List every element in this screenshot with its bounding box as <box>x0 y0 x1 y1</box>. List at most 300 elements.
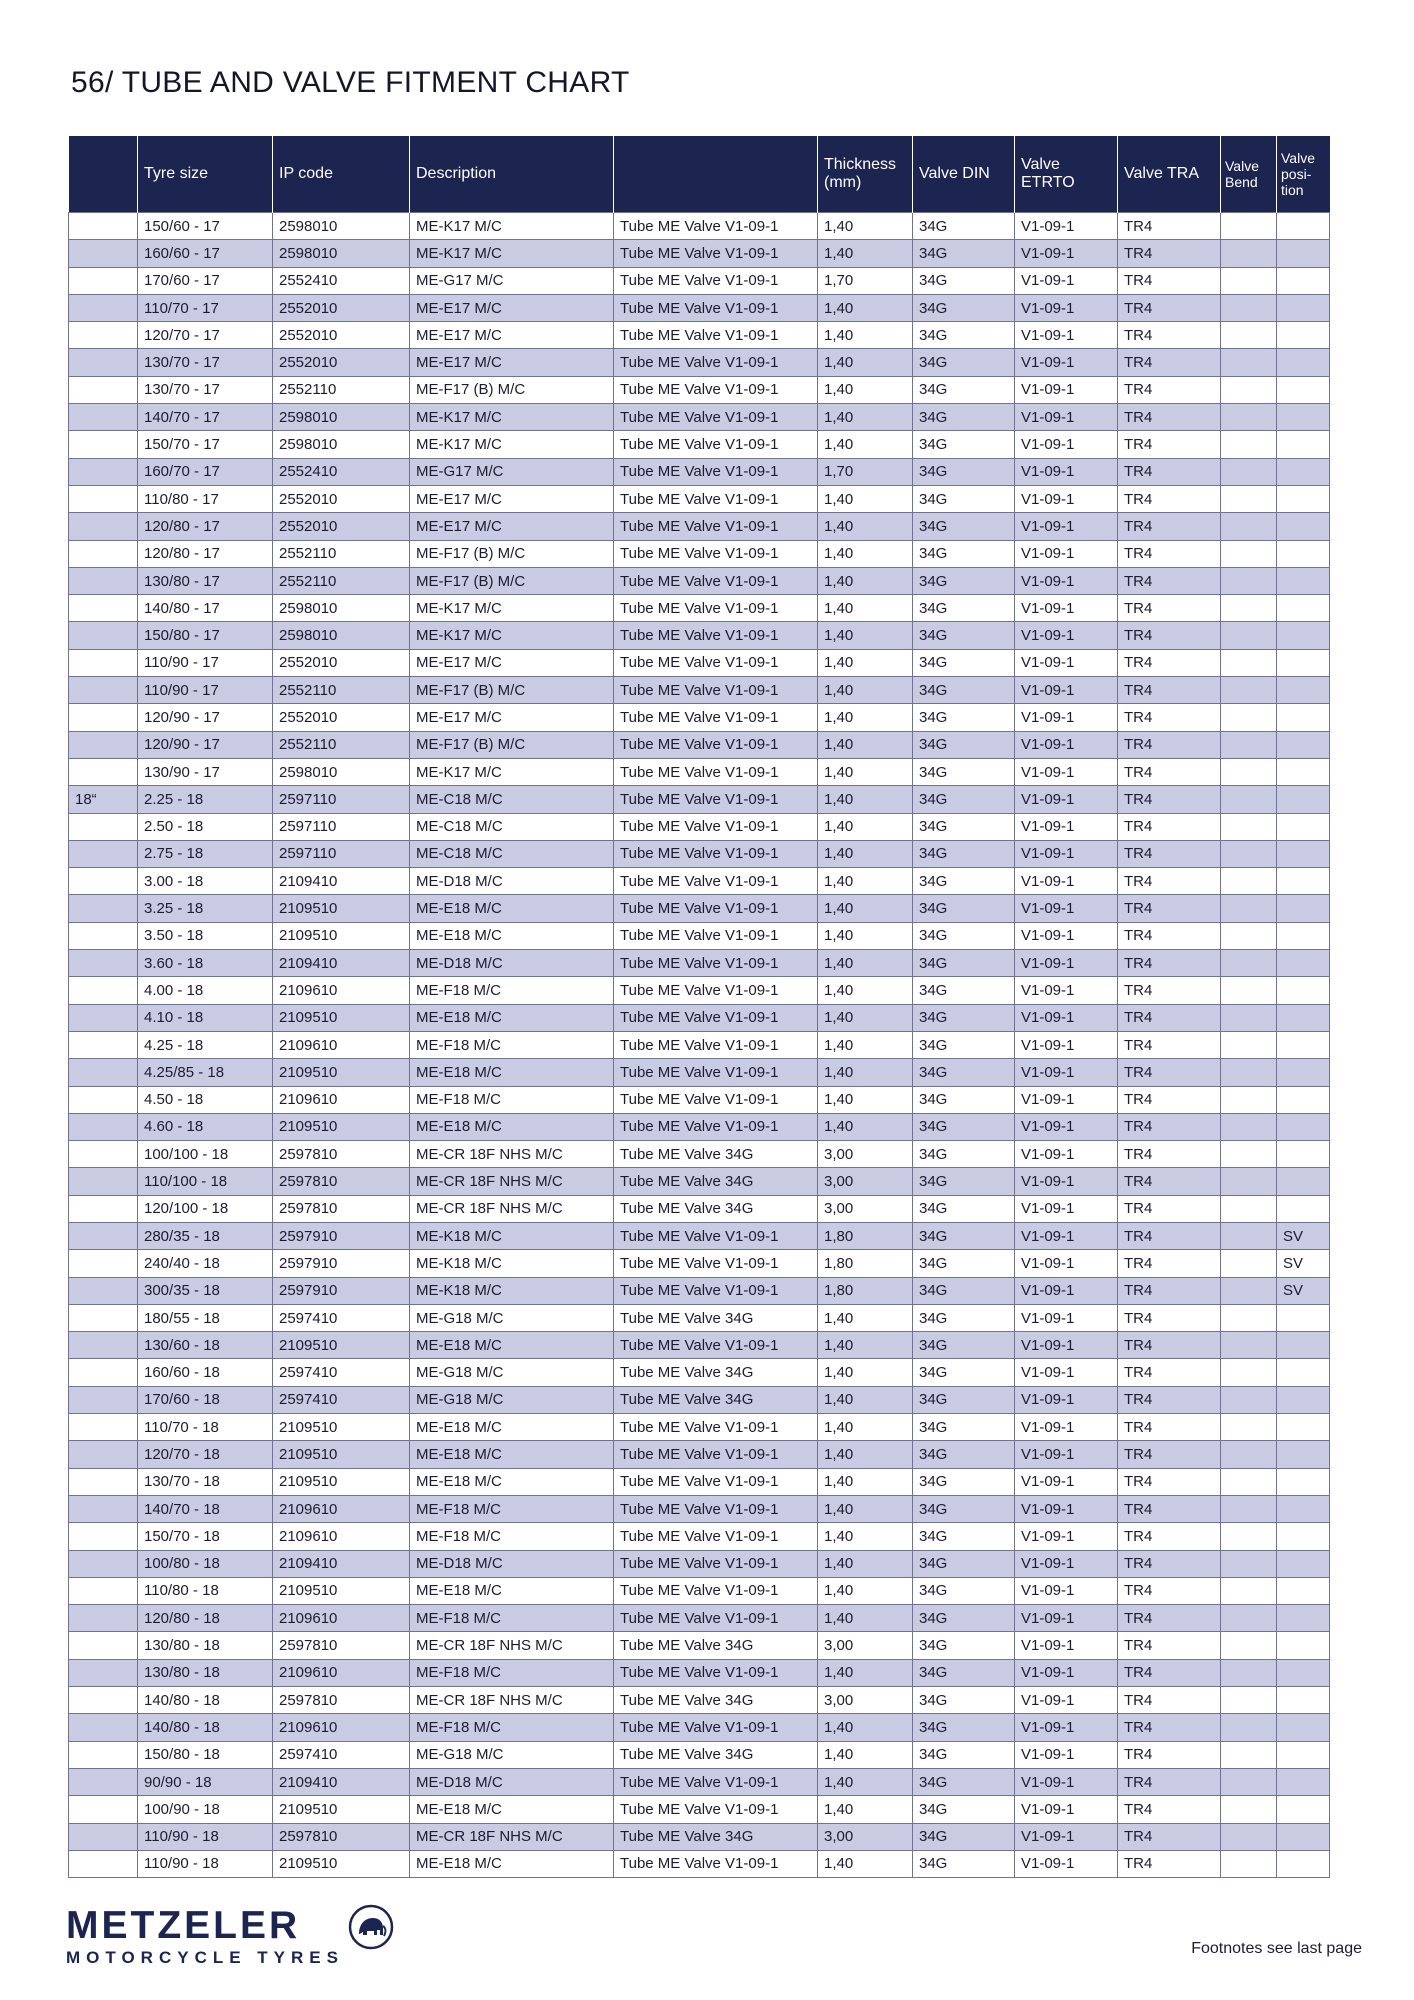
cell-valve-etrto: V1-09-1 <box>1015 1523 1118 1550</box>
cell-valve-din: 34G <box>913 1741 1015 1768</box>
table-row <box>69 1386 1330 1413</box>
cell-valve-bend <box>1221 731 1277 758</box>
cell-valve-bend <box>1221 1277 1277 1304</box>
cell-valve-position <box>1277 322 1330 349</box>
cell-valve-din: 34G <box>913 1687 1015 1714</box>
cell-valve-tra: TR4 <box>1118 1687 1221 1714</box>
cell-description: ME-F18 M/C <box>410 1714 614 1741</box>
table-row <box>69 1195 1330 1222</box>
cell-valve-position <box>1277 1386 1330 1413</box>
cell-size-group <box>69 1304 138 1331</box>
cell-thickness: 1,40 <box>818 840 913 867</box>
cell-description: ME-CR 18F NHS M/C <box>410 1141 614 1168</box>
cell-tube: Tube ME Valve V1-09-1 <box>614 731 818 758</box>
cell-tube: Tube ME Valve V1-09-1 <box>614 595 818 622</box>
cell-size-group <box>69 731 138 758</box>
cell-thickness: 1,40 <box>818 513 913 540</box>
cell-thickness: 1,40 <box>818 1414 913 1441</box>
cell-valve-tra: TR4 <box>1118 1059 1221 1086</box>
cell-tube: Tube ME Valve V1-09-1 <box>614 1850 818 1877</box>
cell-tyre-size: 130/80 - 18 <box>138 1659 273 1686</box>
cell-valve-din: 34G <box>913 840 1015 867</box>
cell-valve-tra: TR4 <box>1118 868 1221 895</box>
cell-tube: Tube ME Valve V1-09-1 <box>614 349 818 376</box>
cell-valve-bend <box>1221 349 1277 376</box>
cell-thickness: 3,00 <box>818 1823 913 1850</box>
cell-valve-tra: TR4 <box>1118 1823 1221 1850</box>
cell-size-group <box>69 895 138 922</box>
cell-tube: Tube ME Valve V1-09-1 <box>614 1523 818 1550</box>
cell-tube: Tube ME Valve V1-09-1 <box>614 431 818 458</box>
cell-valve-etrto: V1-09-1 <box>1015 1086 1118 1113</box>
cell-size-group <box>69 1768 138 1795</box>
table-row <box>69 758 1330 785</box>
cell-description: ME-CR 18F NHS M/C <box>410 1632 614 1659</box>
cell-tube: Tube ME Valve V1-09-1 <box>614 950 818 977</box>
cell-tube: Tube ME Valve V1-09-1 <box>614 649 818 676</box>
cell-thickness: 1,40 <box>818 1359 913 1386</box>
cell-valve-tra: TR4 <box>1118 786 1221 813</box>
cell-valve-din: 34G <box>913 1304 1015 1331</box>
cell-tube: Tube ME Valve 34G <box>614 1195 818 1222</box>
cell-tube: Tube ME Valve 34G <box>614 1823 818 1850</box>
cell-tyre-size: 3.50 - 18 <box>138 922 273 949</box>
cell-thickness: 1,40 <box>818 622 913 649</box>
cell-tube: Tube ME Valve V1-09-1 <box>614 758 818 785</box>
cell-size-group <box>69 1823 138 1850</box>
table-row <box>69 1414 1330 1441</box>
cell-valve-etrto: V1-09-1 <box>1015 922 1118 949</box>
cell-valve-position <box>1277 595 1330 622</box>
cell-valve-etrto: V1-09-1 <box>1015 758 1118 785</box>
cell-valve-bend <box>1221 1414 1277 1441</box>
cell-valve-din: 34G <box>913 786 1015 813</box>
cell-ip-code: 2109410 <box>273 868 410 895</box>
cell-description: ME-C18 M/C <box>410 813 614 840</box>
cell-valve-position: SV <box>1277 1250 1330 1277</box>
cell-thickness: 1,40 <box>818 922 913 949</box>
cell-size-group <box>69 868 138 895</box>
cell-valve-etrto: V1-09-1 <box>1015 677 1118 704</box>
table-row <box>69 649 1330 676</box>
cell-valve-tra: TR4 <box>1118 1086 1221 1113</box>
cell-valve-position <box>1277 1523 1330 1550</box>
cell-valve-tra: TR4 <box>1118 1605 1221 1632</box>
cell-valve-bend <box>1221 1659 1277 1686</box>
cell-valve-position <box>1277 1605 1330 1632</box>
cell-valve-etrto: V1-09-1 <box>1015 485 1118 512</box>
cell-valve-etrto: V1-09-1 <box>1015 1659 1118 1686</box>
cell-size-group <box>69 322 138 349</box>
cell-valve-etrto: V1-09-1 <box>1015 1550 1118 1577</box>
cell-thickness: 1,70 <box>818 267 913 294</box>
table-row <box>69 840 1330 867</box>
table-row <box>69 895 1330 922</box>
cell-size-group <box>69 1605 138 1632</box>
cell-description: ME-CR 18F NHS M/C <box>410 1687 614 1714</box>
cell-description: ME-CR 18F NHS M/C <box>410 1168 614 1195</box>
cell-valve-position <box>1277 1195 1330 1222</box>
table-row <box>69 1113 1330 1140</box>
cell-tyre-size: 130/60 - 18 <box>138 1332 273 1359</box>
table-header-row <box>69 136 1330 213</box>
cell-valve-din: 34G <box>913 376 1015 403</box>
cell-valve-position <box>1277 1086 1330 1113</box>
cell-valve-tra: TR4 <box>1118 1277 1221 1304</box>
cell-valve-etrto: V1-09-1 <box>1015 1468 1118 1495</box>
table-row <box>69 1277 1330 1304</box>
cell-thickness: 3,00 <box>818 1195 913 1222</box>
cell-valve-etrto: V1-09-1 <box>1015 977 1118 1004</box>
cell-tyre-size: 120/100 - 18 <box>138 1195 273 1222</box>
cell-tyre-size: 3.60 - 18 <box>138 950 273 977</box>
cell-valve-din: 34G <box>913 1059 1015 1086</box>
cell-valve-position <box>1277 349 1330 376</box>
cell-valve-tra: TR4 <box>1118 1332 1221 1359</box>
cell-tube: Tube ME Valve V1-09-1 <box>614 267 818 294</box>
cell-valve-tra: TR4 <box>1118 758 1221 785</box>
cell-valve-position <box>1277 1550 1330 1577</box>
cell-tyre-size: 280/35 - 18 <box>138 1222 273 1249</box>
table-row <box>69 267 1330 294</box>
cell-tyre-size: 150/70 - 17 <box>138 431 273 458</box>
cell-tube: Tube ME Valve V1-09-1 <box>614 813 818 840</box>
cell-tyre-size: 150/70 - 18 <box>138 1523 273 1550</box>
cell-valve-bend <box>1221 1468 1277 1495</box>
cell-valve-din: 34G <box>913 649 1015 676</box>
cell-size-group <box>69 1386 138 1413</box>
col-header-valve-position: Valve posi- tion <box>1277 136 1330 213</box>
cell-valve-tra: TR4 <box>1118 1796 1221 1823</box>
cell-valve-etrto: V1-09-1 <box>1015 622 1118 649</box>
cell-tyre-size: 120/80 - 17 <box>138 513 273 540</box>
table-row <box>69 213 1330 240</box>
cell-valve-position <box>1277 950 1330 977</box>
cell-tube: Tube ME Valve V1-09-1 <box>614 1031 818 1058</box>
table-row <box>69 1796 1330 1823</box>
cell-tyre-size: 130/70 - 18 <box>138 1468 273 1495</box>
cell-thickness: 1,40 <box>818 895 913 922</box>
cell-valve-position <box>1277 213 1330 240</box>
cell-valve-tra: TR4 <box>1118 1741 1221 1768</box>
cell-valve-bend <box>1221 1577 1277 1604</box>
cell-valve-position <box>1277 786 1330 813</box>
table-row <box>69 1495 1330 1522</box>
cell-tyre-size: 110/80 - 17 <box>138 485 273 512</box>
cell-size-group <box>69 376 138 403</box>
cell-ip-code: 2597410 <box>273 1386 410 1413</box>
cell-valve-din: 34G <box>913 1414 1015 1441</box>
cell-valve-tra: TR4 <box>1118 1250 1221 1277</box>
cell-description: ME-C18 M/C <box>410 840 614 867</box>
cell-description: ME-K17 M/C <box>410 431 614 458</box>
cell-ip-code: 2109510 <box>273 1850 410 1877</box>
cell-valve-etrto: V1-09-1 <box>1015 1823 1118 1850</box>
cell-ip-code: 2109610 <box>273 1659 410 1686</box>
cell-tube: Tube ME Valve V1-09-1 <box>614 1495 818 1522</box>
cell-valve-bend <box>1221 431 1277 458</box>
cell-size-group <box>69 1441 138 1468</box>
table-row <box>69 1031 1330 1058</box>
table-row <box>69 704 1330 731</box>
cell-tyre-size: 110/90 - 17 <box>138 649 273 676</box>
brand-name: METZELER <box>66 1904 301 1947</box>
cell-valve-tra: TR4 <box>1118 1632 1221 1659</box>
cell-valve-din: 34G <box>913 1632 1015 1659</box>
cell-valve-bend <box>1221 1714 1277 1741</box>
cell-valve-bend <box>1221 1796 1277 1823</box>
cell-size-group <box>69 950 138 977</box>
cell-valve-etrto: V1-09-1 <box>1015 431 1118 458</box>
cell-tube: Tube ME Valve V1-09-1 <box>614 1768 818 1795</box>
cell-ip-code: 2109510 <box>273 1059 410 1086</box>
cell-valve-din: 34G <box>913 1659 1015 1686</box>
cell-valve-etrto: V1-09-1 <box>1015 595 1118 622</box>
col-header-ip-code: IP code <box>273 136 410 213</box>
cell-description: ME-F18 M/C <box>410 1031 614 1058</box>
cell-tube: Tube ME Valve V1-09-1 <box>614 840 818 867</box>
cell-valve-tra: TR4 <box>1118 349 1221 376</box>
cell-description: ME-E17 M/C <box>410 485 614 512</box>
cell-description: ME-G18 M/C <box>410 1386 614 1413</box>
cell-valve-position <box>1277 731 1330 758</box>
cell-tube: Tube ME Valve V1-09-1 <box>614 704 818 731</box>
cell-valve-etrto: V1-09-1 <box>1015 704 1118 731</box>
cell-valve-position <box>1277 1796 1330 1823</box>
cell-valve-tra: TR4 <box>1118 840 1221 867</box>
cell-ip-code: 2109610 <box>273 1086 410 1113</box>
cell-ip-code: 2109510 <box>273 922 410 949</box>
cell-size-group <box>69 431 138 458</box>
cell-valve-etrto: V1-09-1 <box>1015 1687 1118 1714</box>
cell-ip-code: 2598010 <box>273 213 410 240</box>
cell-thickness: 1,40 <box>818 1850 913 1877</box>
fitment-table <box>68 136 1330 1878</box>
page-title: 56/ TUBE AND VALVE FITMENT CHART <box>71 66 630 99</box>
table-row <box>69 595 1330 622</box>
cell-valve-etrto: V1-09-1 <box>1015 731 1118 758</box>
cell-valve-bend <box>1221 1168 1277 1195</box>
cell-valve-position <box>1277 1359 1330 1386</box>
cell-valve-bend <box>1221 1768 1277 1795</box>
table-row <box>69 1141 1330 1168</box>
cell-tube: Tube ME Valve V1-09-1 <box>614 1714 818 1741</box>
cell-valve-etrto: V1-09-1 <box>1015 458 1118 485</box>
cell-size-group <box>69 1031 138 1058</box>
cell-tube: Tube ME Valve 34G <box>614 1632 818 1659</box>
cell-tube: Tube ME Valve V1-09-1 <box>614 322 818 349</box>
cell-tube: Tube ME Valve V1-09-1 <box>614 1250 818 1277</box>
cell-valve-bend <box>1221 977 1277 1004</box>
table-row <box>69 1659 1330 1686</box>
cell-valve-bend <box>1221 240 1277 267</box>
cell-tyre-size: 140/70 - 17 <box>138 404 273 431</box>
cell-size-group <box>69 1659 138 1686</box>
table-row <box>69 1823 1330 1850</box>
cell-valve-etrto: V1-09-1 <box>1015 1605 1118 1632</box>
cell-thickness: 1,80 <box>818 1277 913 1304</box>
cell-tyre-size: 2.75 - 18 <box>138 840 273 867</box>
cell-tyre-size: 4.50 - 18 <box>138 1086 273 1113</box>
cell-size-group <box>69 1741 138 1768</box>
cell-size-group <box>69 567 138 594</box>
cell-size-group <box>69 1359 138 1386</box>
cell-tube: Tube ME Valve V1-09-1 <box>614 1086 818 1113</box>
cell-tyre-size: 140/80 - 18 <box>138 1714 273 1741</box>
cell-valve-bend <box>1221 1250 1277 1277</box>
cell-valve-bend <box>1221 1195 1277 1222</box>
cell-ip-code: 2552010 <box>273 485 410 512</box>
cell-valve-tra: TR4 <box>1118 431 1221 458</box>
cell-tyre-size: 150/80 - 18 <box>138 1741 273 1768</box>
cell-valve-bend <box>1221 922 1277 949</box>
cell-valve-din: 34G <box>913 1386 1015 1413</box>
cell-valve-position <box>1277 840 1330 867</box>
table-row <box>69 567 1330 594</box>
cell-thickness: 1,40 <box>818 868 913 895</box>
cell-valve-din: 34G <box>913 240 1015 267</box>
cell-valve-etrto: V1-09-1 <box>1015 649 1118 676</box>
cell-valve-din: 34G <box>913 349 1015 376</box>
cell-valve-position <box>1277 1113 1330 1140</box>
cell-thickness: 1,40 <box>818 376 913 403</box>
cell-valve-bend <box>1221 1823 1277 1850</box>
cell-tube: Tube ME Valve V1-09-1 <box>614 240 818 267</box>
cell-valve-bend <box>1221 1059 1277 1086</box>
cell-thickness: 1,40 <box>818 431 913 458</box>
cell-size-group <box>69 1250 138 1277</box>
cell-description: ME-E17 M/C <box>410 704 614 731</box>
cell-thickness: 1,40 <box>818 1086 913 1113</box>
cell-valve-position <box>1277 1495 1330 1522</box>
cell-ip-code: 2598010 <box>273 595 410 622</box>
cell-valve-bend <box>1221 1113 1277 1140</box>
cell-valve-din: 34G <box>913 1277 1015 1304</box>
cell-ip-code: 2597810 <box>273 1195 410 1222</box>
cell-valve-bend <box>1221 267 1277 294</box>
cell-valve-tra: TR4 <box>1118 540 1221 567</box>
brand-block <box>66 1906 344 1968</box>
cell-ip-code: 2552010 <box>273 513 410 540</box>
cell-tube: Tube ME Valve V1-09-1 <box>614 485 818 512</box>
cell-ip-code: 2597810 <box>273 1168 410 1195</box>
cell-valve-din: 34G <box>913 1577 1015 1604</box>
cell-valve-bend <box>1221 1359 1277 1386</box>
cell-description: ME-E18 M/C <box>410 922 614 949</box>
cell-tube: Tube ME Valve V1-09-1 <box>614 1113 818 1140</box>
cell-tube: Tube ME Valve 34G <box>614 1168 818 1195</box>
cell-valve-etrto: V1-09-1 <box>1015 1332 1118 1359</box>
cell-description: ME-E18 M/C <box>410 1441 614 1468</box>
cell-tyre-size: 120/90 - 17 <box>138 731 273 758</box>
cell-valve-position <box>1277 431 1330 458</box>
cell-size-group <box>69 813 138 840</box>
cell-valve-tra: TR4 <box>1118 458 1221 485</box>
cell-valve-bend <box>1221 595 1277 622</box>
cell-valve-bend <box>1221 213 1277 240</box>
table-row <box>69 813 1330 840</box>
cell-description: ME-K17 M/C <box>410 622 614 649</box>
cell-tyre-size: 120/80 - 18 <box>138 1605 273 1632</box>
cell-description: ME-F17 (B) M/C <box>410 731 614 758</box>
cell-thickness: 1,40 <box>818 1004 913 1031</box>
cell-description: ME-K17 M/C <box>410 595 614 622</box>
cell-ip-code: 2552010 <box>273 349 410 376</box>
cell-tyre-size: 110/90 - 18 <box>138 1823 273 1850</box>
cell-thickness: 1,40 <box>818 1768 913 1795</box>
cell-valve-etrto: V1-09-1 <box>1015 1850 1118 1877</box>
cell-description: ME-F18 M/C <box>410 1605 614 1632</box>
cell-valve-din: 34G <box>913 1468 1015 1495</box>
cell-size-group: 18“ <box>69 786 138 813</box>
cell-size-group <box>69 1059 138 1086</box>
table-row <box>69 1523 1330 1550</box>
cell-tube: Tube ME Valve V1-09-1 <box>614 1796 818 1823</box>
cell-valve-position <box>1277 458 1330 485</box>
cell-valve-tra: TR4 <box>1118 267 1221 294</box>
cell-tyre-size: 100/80 - 18 <box>138 1550 273 1577</box>
cell-valve-position <box>1277 240 1330 267</box>
cell-description: ME-F17 (B) M/C <box>410 540 614 567</box>
cell-size-group <box>69 704 138 731</box>
cell-valve-din: 34G <box>913 731 1015 758</box>
cell-valve-position <box>1277 513 1330 540</box>
cell-size-group <box>69 1113 138 1140</box>
cell-size-group <box>69 595 138 622</box>
cell-valve-bend <box>1221 1332 1277 1359</box>
cell-description: ME-F17 (B) M/C <box>410 677 614 704</box>
cell-tyre-size: 140/70 - 18 <box>138 1495 273 1522</box>
cell-tube: Tube ME Valve V1-09-1 <box>614 622 818 649</box>
cell-tube: Tube ME Valve V1-09-1 <box>614 1004 818 1031</box>
table-row <box>69 950 1330 977</box>
cell-thickness: 1,70 <box>818 458 913 485</box>
cell-valve-din: 34G <box>913 758 1015 785</box>
cell-description: ME-K17 M/C <box>410 758 614 785</box>
cell-valve-tra: TR4 <box>1118 922 1221 949</box>
cell-tyre-size: 240/40 - 18 <box>138 1250 273 1277</box>
cell-ip-code: 2597910 <box>273 1250 410 1277</box>
cell-valve-etrto: V1-09-1 <box>1015 267 1118 294</box>
cell-valve-bend <box>1221 1850 1277 1877</box>
table-row <box>69 1059 1330 1086</box>
cell-valve-din: 34G <box>913 1523 1015 1550</box>
cell-tube: Tube ME Valve 34G <box>614 1741 818 1768</box>
cell-valve-position <box>1277 1414 1330 1441</box>
cell-ip-code: 2109410 <box>273 1768 410 1795</box>
cell-valve-position <box>1277 1304 1330 1331</box>
cell-size-group <box>69 1550 138 1577</box>
cell-tyre-size: 170/60 - 17 <box>138 267 273 294</box>
cell-valve-tra: TR4 <box>1118 1386 1221 1413</box>
col-header-tyre-size: Tyre size <box>138 136 273 213</box>
cell-thickness: 1,40 <box>818 1468 913 1495</box>
cell-size-group <box>69 1796 138 1823</box>
table-row <box>69 786 1330 813</box>
cell-tyre-size: 2.50 - 18 <box>138 813 273 840</box>
cell-valve-etrto: V1-09-1 <box>1015 240 1118 267</box>
cell-valve-bend <box>1221 1687 1277 1714</box>
cell-ip-code: 2552010 <box>273 704 410 731</box>
table-row <box>69 622 1330 649</box>
cell-description: ME-K18 M/C <box>410 1250 614 1277</box>
cell-tube: Tube ME Valve V1-09-1 <box>614 404 818 431</box>
col-header-size-group <box>69 136 138 213</box>
cell-valve-bend <box>1221 1386 1277 1413</box>
cell-description: ME-E18 M/C <box>410 1414 614 1441</box>
cell-thickness: 1,40 <box>818 567 913 594</box>
cell-ip-code: 2597410 <box>273 1359 410 1386</box>
